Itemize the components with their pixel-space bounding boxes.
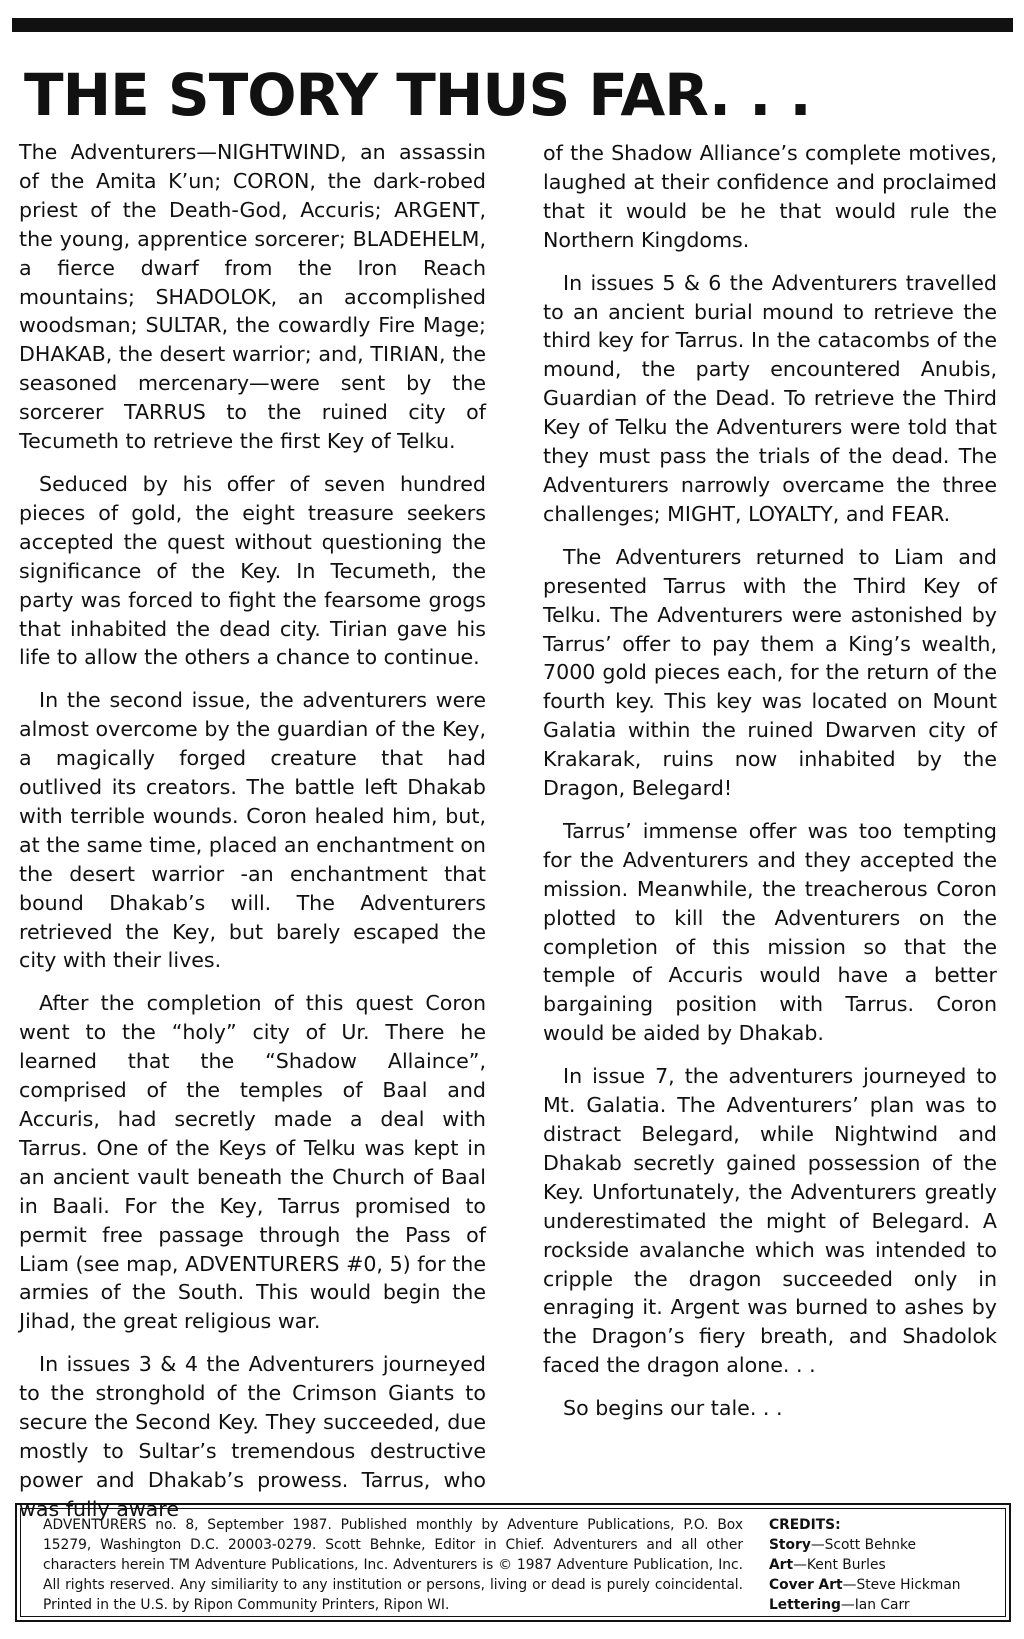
credit-role: Art — [769, 1557, 794, 1573]
paragraph: After the completion of this quest Coron went to the “holy” city of Ur. There he learned that the “Shadow Allaince”, comprised of the temples of Baal and Accuris, had secretly made a deal with Tarrus. One of the Keys of Telku was kept in an ancient vault beneath the Church of Baal in Baali. For the Key, Tarrus promised to permit free passage through the Pass of Liam (see map, ADVENTURERS #0, 5) for the armies of the South. This would begin the Jihad, the great religious war. — [19, 991, 486, 1334]
top-rule — [12, 18, 1013, 32]
credit-name: —Ian Carr — [840, 1597, 910, 1613]
credit-row — [769, 1555, 999, 1575]
page-title: THE STORY THUS FAR. . . — [24, 61, 811, 129]
paragraph: The Adventurers—NIGHTWIND, an assassin of the Amita K’un; CORON, the dark-robed priest of the Death-God, Accuris; ARGENT, the young, apprentice sorcerer; BLADEHELM, a fierce dwarf from the Iron Reach mountains; SHADOLOK, an accomplished woodsman; SULTAR, the cowardly Fire Mage; DHAKAB, the desert warrior; and, TIRIAN, the seasoned mercenary—were sent by the sorcerer TARRUS to the ruined city of Tecumeth to retrieve the first Key of Telku. — [19, 140, 486, 454]
paragraph: The Adventurers returned to Liam and presented Tarrus with the Third Key of Telku. The Adventurers were astonished by Tarrus’ offer to pay them a King’s wealth, 7000 gold pieces each, for the return of the fourth key. This key was located on Mount Galatia within the ruined Dwarven city of Krakarak, ruins now inhabited by the Dragon, Belegard! — [543, 544, 997, 801]
credits-heading: CREDITS: — [769, 1517, 841, 1533]
credit-row — [769, 1595, 999, 1615]
paragraph: In issues 3 & 4 the Adventurers journeyed to the stronghold of the Crimson Giants to secure the Second Key. They succeeded, due mostly to Sultar’s tremendous destructive power and Dhakab’s prowess. Tarrus, who was fully aware — [19, 1352, 486, 1521]
credit-name: —Steve Hickman — [842, 1577, 961, 1593]
credit-role: Cover Art — [769, 1577, 843, 1593]
left-column — [19, 138, 486, 1538]
credit-row — [769, 1535, 999, 1555]
paragraph: In issues 5 & 6 the Adventurers travelled to an ancient burial mound to retrieve the third key for Tarrus. In the catacombs of the mound, the party encountered Anubis, Guardian of the Dead. To retrieve the Third Key of Telku the Adventurers were told that they must pass the trials of the dead. The Adventurers narrowly overcame the three challenges; MIGHT, LOYALTY, and FEAR. — [543, 270, 997, 526]
credit-row — [769, 1575, 999, 1595]
credits — [769, 1515, 999, 1615]
paragraph: So begins our tale. . . — [563, 1396, 783, 1421]
credit-role: Story — [769, 1537, 811, 1553]
right-column — [543, 139, 997, 1437]
paragraph: Seduced by his offer of seven hundred pieces of gold, the eight treasure seekers accepted the quest without questioning the significance of the Key. In Tecumeth, the party was forced to fight the fearsome grogs that inhabited the dead city. Tirian gave his life to allow the others a chance to continue. — [19, 471, 486, 670]
credit-role: Lettering — [769, 1597, 841, 1613]
indicia-box — [15, 1503, 1011, 1622]
publication-info: ADVENTURERS no. 8, September 1987. Published monthly by Adventure Publications, P.O. Box 15279, Washington D.C. 20003-0279. Scott Behnke, Editor in Chief. Adventurers and all other characters herein TM Adventure Publications, Inc. Adventurers is © 1987 Adventure Publication, Inc. All rights reserved. Any similiarity to any institution or persons, living or dead is purely coincidental. Printed in the U.S. by Ripon Community Printers, Ripon WI. — [43, 1517, 743, 1613]
paragraph: of the Shadow Alliance’s complete motives, laughed at their confidence and proclaimed that it would be he that would rule the Northern Kingdoms. — [543, 141, 997, 252]
paragraph: In the second issue, the adventurers were almost overcome by the guardian of the Key, a magically forged creature that had outlived its creators. The battle left Dhakab with terrible wounds. Coron healed him, but, at the same time, placed an enchantment on the desert warrior -an enchantment that bound Dhakab’s will. The Adventurers retrieved the Key, but barely escaped the city with their lives. — [19, 688, 486, 973]
credit-name: —Scott Behnke — [810, 1537, 917, 1553]
paragraph: Tarrus’ immense offer was too tempting for the Adventurers and they accepted the mission. Meanwhile, the treacherous Coron plotted to kill the Adventurers on the completion of this mission so that the temple of Accuris would have a better bargaining position with Tarrus. Coron would be aided by Dhakab. — [543, 818, 997, 1046]
credit-name: —Kent Burles — [793, 1557, 886, 1573]
paragraph: In issue 7, the adventurers journeyed to Mt. Galatia. The Adventurers’ plan was to distract Belegard, while Nightwind and Dhakab secretly gained possession of the Key. Unfortunately, the Adventurers greatly underestimated the might of Belegard. A rockside avalanche which was intended to cripple the dragon succeeded only in enraging it. Argent was burned to ashes by the Dragon’s fiery breath, and Shadolok faced the dragon alone. . . — [543, 1064, 997, 1378]
